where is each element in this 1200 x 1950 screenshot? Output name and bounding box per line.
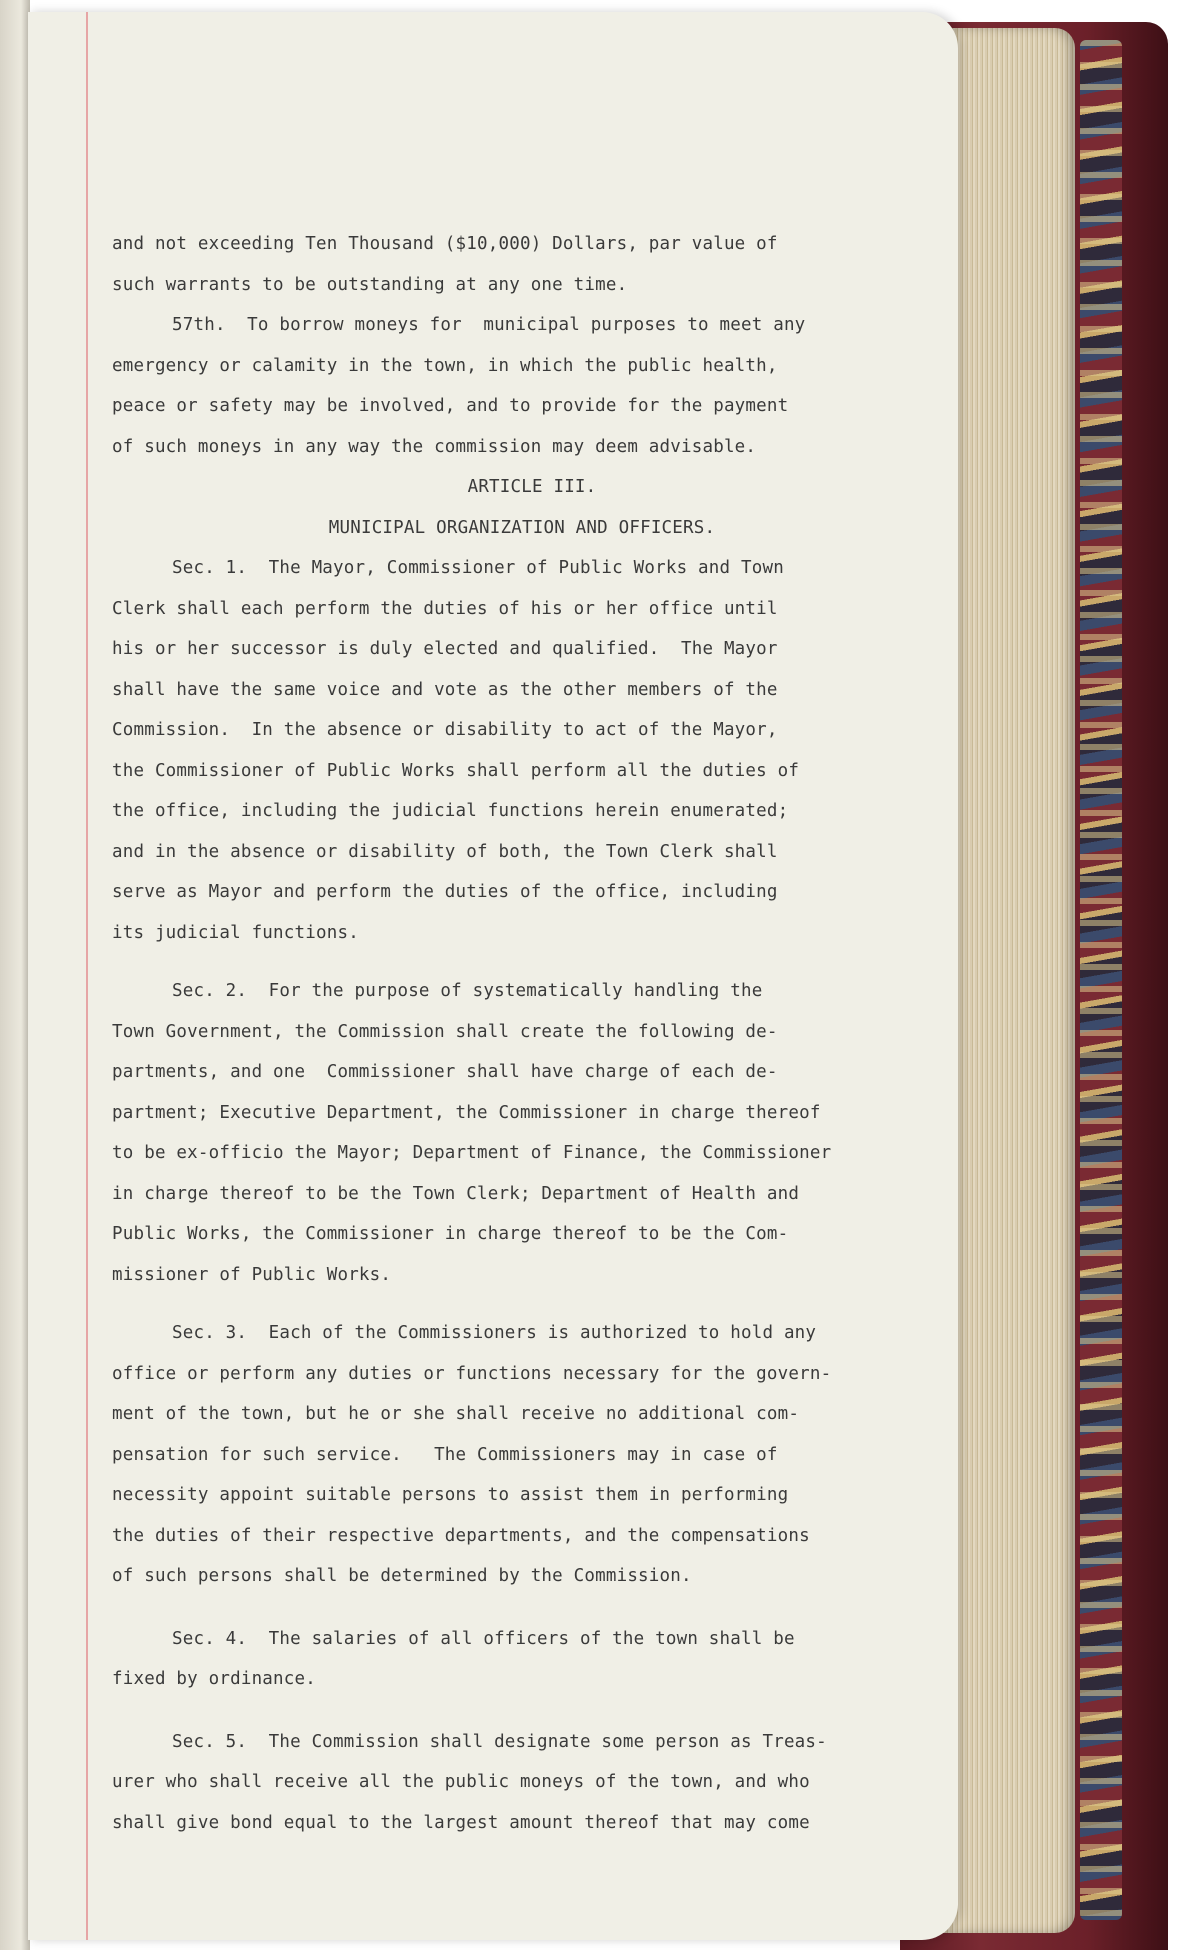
text-line: office or perform any duties or functions necessary for the govern- bbox=[112, 1363, 832, 1384]
text-line: such warrants to be outstanding at any one time. bbox=[112, 274, 628, 295]
text-line: ment of the town, but he or she shall receive no additional com- bbox=[112, 1404, 800, 1424]
left-page-edge bbox=[0, 0, 30, 1950]
text-line: partment; Executive Department, the Commissioner in charge thereof bbox=[112, 1102, 821, 1123]
text-line: and in the absence or disability of both, the Town Clerk shall bbox=[112, 841, 778, 862]
text-line: necessity appoint suitable persons to assist them in performing bbox=[112, 1485, 789, 1505]
paragraph-gap bbox=[112, 953, 932, 971]
text-line: the duties of their respective departments, and the compensations bbox=[112, 1525, 810, 1546]
text-line: its judicial functions. bbox=[112, 922, 359, 943]
paragraph-gap bbox=[112, 1295, 932, 1313]
text-line: shall have the same voice and vote as the other members of the bbox=[112, 679, 778, 700]
text-line: Public Works, the Commissioner in charge thereof to be the Com- bbox=[112, 1224, 789, 1244]
text-line: and not exceeding Ten Thousand ($10,000) Dollars, par value of bbox=[112, 234, 778, 254]
paragraph-gap bbox=[112, 1700, 932, 1722]
text-line: serve as Mayor and perform the duties of the office, including bbox=[112, 882, 778, 902]
text-line: his or her successor is duly elected and qualified. The Mayor bbox=[112, 639, 778, 659]
text-line: of such persons shall be determined by the Commission. bbox=[112, 1566, 692, 1586]
text-line: to be ex-officio the Mayor; Department of Finance, the Commissioner bbox=[112, 1143, 832, 1163]
text-line: Sec. 5. The Commission shall designate some person as Treas- bbox=[172, 1731, 827, 1752]
article-subheading: MUNICIPAL ORGANIZATION AND OFFICERS. bbox=[328, 517, 716, 538]
text-line: peace or safety may be involved, and to provide for the payment bbox=[112, 396, 789, 416]
text-line: emergency or calamity in the town, in which the public health, bbox=[112, 355, 778, 376]
paragraph-gap bbox=[112, 1597, 932, 1619]
text-line: urer who shall receive all the public moneys of the town, and who bbox=[112, 1772, 810, 1792]
text-line: Clerk shall each perform the duties of his or her office until bbox=[112, 598, 778, 619]
text-line: Sec. 2. For the purpose of systematically handling the bbox=[172, 981, 763, 1001]
text-line: shall give bond equal to the largest amount thereof that may come bbox=[112, 1812, 810, 1833]
text-line: 57th. To borrow moneys for municipal purposes to meet any bbox=[172, 315, 806, 335]
typed-text bbox=[112, 224, 932, 1843]
text-line: the Commissioner of Public Works shall perform all the duties of bbox=[112, 760, 800, 781]
article-heading: ARTICLE III. bbox=[467, 477, 597, 497]
margin-rule bbox=[86, 12, 88, 1940]
text-line: the office, including the judicial functions herein enumerated; bbox=[112, 801, 789, 821]
text-line: Sec. 1. The Mayor, Commissioner of Public Works and Town bbox=[172, 558, 784, 578]
text-line: Commission. In the absence or disability to act of the Mayor, bbox=[112, 720, 778, 740]
text-line: Town Government, the Commission shall create the following de- bbox=[112, 1021, 778, 1042]
page-edges bbox=[940, 28, 1075, 1933]
text-line: in charge thereof to be the Town Clerk; Department of Health and bbox=[112, 1183, 800, 1204]
text-line: partments, and one Commissioner shall have charge of each de- bbox=[112, 1062, 778, 1082]
text-line: fixed by ordinance. bbox=[112, 1669, 316, 1689]
text-line: pensation for such service. The Commissioners may in case of bbox=[112, 1444, 778, 1465]
marbled-edge bbox=[1080, 40, 1122, 1920]
text-line: missioner of Public Works. bbox=[112, 1264, 392, 1285]
text-line: Sec. 3. Each of the Commissioners is authorized to hold any bbox=[172, 1323, 817, 1343]
text-line: Sec. 4. The salaries of all officers of the town shall be bbox=[172, 1628, 795, 1649]
text-line: of such moneys in any way the commission may deem advisable. bbox=[112, 436, 757, 457]
